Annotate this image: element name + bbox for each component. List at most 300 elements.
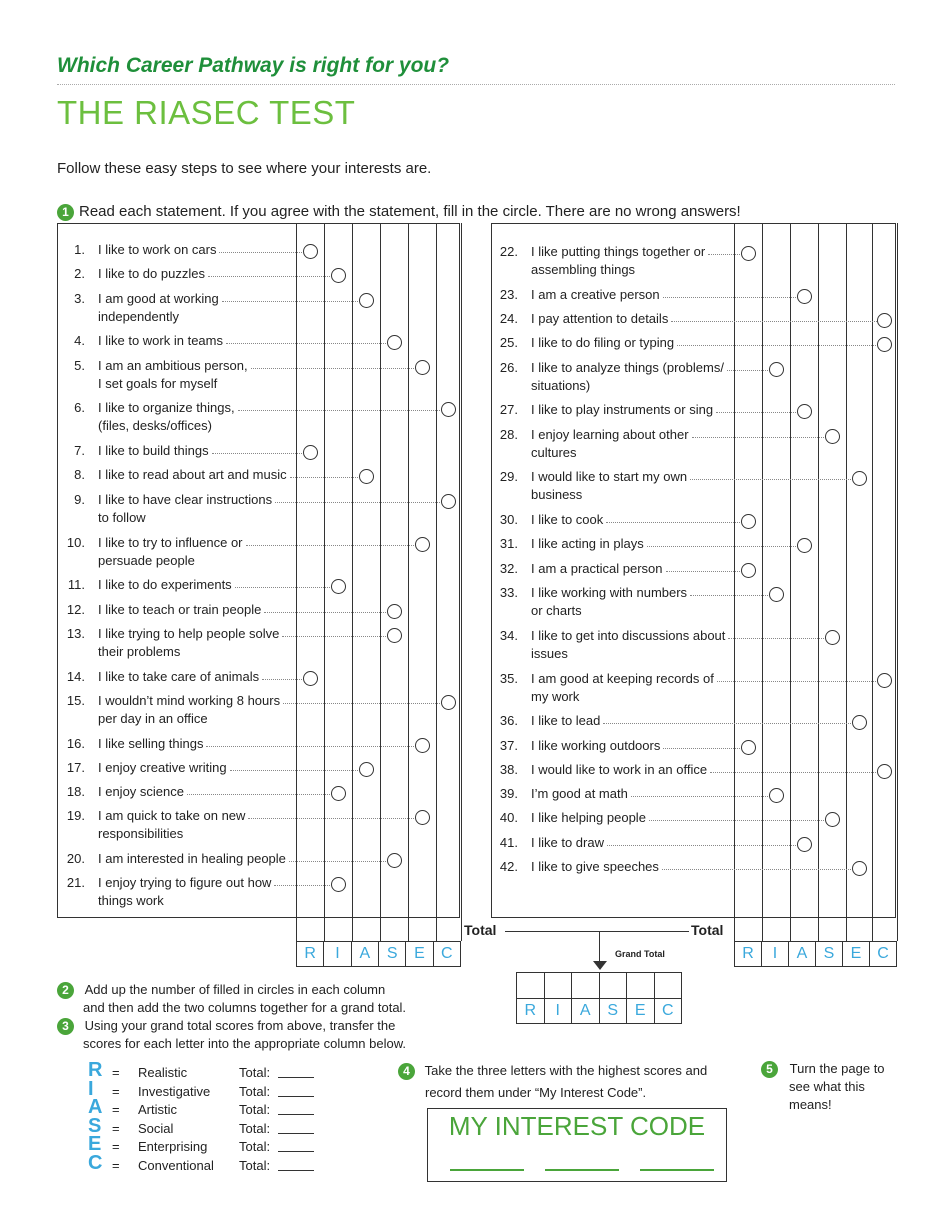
answer-circle[interactable] [797, 404, 812, 419]
statement-item [490, 468, 734, 504]
statement-text: I like to build things [98, 443, 209, 458]
statement-item [57, 399, 296, 435]
answer-circle[interactable] [877, 313, 892, 328]
leader-line [649, 820, 824, 821]
step-1 [57, 203, 741, 221]
legend-total-blank[interactable] [278, 1156, 314, 1171]
statement-text: I would like to work in an office [531, 762, 708, 777]
answer-circle[interactable] [359, 293, 374, 308]
answer-circle[interactable] [331, 268, 346, 283]
leader-line [206, 746, 414, 747]
statement-item [490, 426, 734, 462]
statement-text: I am an ambitious person, [98, 358, 248, 373]
legend-letter: S [88, 1115, 102, 1137]
step-3-line-2: scores for each letter into the appropriate column below. [83, 1036, 407, 1052]
leader-line [290, 477, 358, 478]
letter-cell-e[interactable]: E [405, 942, 432, 966]
statement-item [57, 491, 296, 527]
legend-letter: I [88, 1078, 94, 1100]
grand-total-score-cells [516, 972, 682, 998]
grid-column-line [897, 223, 898, 941]
letter-cell-e[interactable]: E [842, 942, 869, 966]
statement-item [490, 359, 734, 395]
answer-circle[interactable] [825, 630, 840, 645]
leader-line [666, 571, 740, 572]
grand-score-cell[interactable] [544, 973, 572, 998]
leader-line [631, 796, 768, 797]
statement-number: 7. [74, 443, 85, 458]
statement-text: I like working outdoors [531, 738, 661, 753]
legend-total-label: Total: [239, 1102, 271, 1117]
answer-circle[interactable] [741, 514, 756, 529]
answer-circle[interactable] [303, 244, 318, 259]
answer-circle[interactable] [331, 786, 346, 801]
legend-row [88, 1096, 328, 1119]
statement-number: 21. [66, 875, 85, 890]
answer-circle[interactable] [825, 429, 840, 444]
letter-cell-s[interactable]: S [815, 942, 842, 966]
statement-text: I like to take care of animals [98, 669, 260, 684]
letter-cell-c[interactable]: C [433, 942, 460, 966]
statement-item [57, 332, 296, 350]
leader-line [289, 861, 386, 862]
header-divider [57, 84, 895, 85]
grid-column-line [818, 223, 819, 941]
grand-total-label: Grand Total [615, 949, 665, 959]
statement-item [57, 692, 296, 728]
leader-line [671, 321, 876, 322]
total-label-right: Total [691, 922, 724, 938]
letter-cell-c[interactable]: C [869, 942, 896, 966]
letter-cell-s[interactable]: S [599, 999, 627, 1023]
answer-circle[interactable] [331, 579, 346, 594]
statement-text: I am interested in healing people [98, 851, 286, 866]
statement-number: 8. [74, 467, 85, 482]
answer-circle[interactable] [441, 494, 456, 509]
statement-text: I am a creative person [531, 287, 660, 302]
statement-text: my work [531, 689, 580, 704]
grand-score-cell[interactable] [517, 973, 544, 998]
statement-text: I am quick to take on new [98, 808, 246, 823]
letter-cell-c[interactable]: C [654, 999, 682, 1023]
step-2 [57, 981, 406, 1017]
statement-item [490, 858, 734, 876]
step-2-bullet-icon: 2 [57, 982, 74, 999]
statement-item [57, 759, 296, 777]
grand-score-cell[interactable] [626, 973, 654, 998]
legend-equals: = [112, 1121, 120, 1136]
grand-score-cell[interactable] [654, 973, 682, 998]
statement-number: 4. [74, 333, 85, 348]
legend-total-label: Total: [239, 1065, 271, 1080]
statement-text: I like helping people [531, 810, 646, 825]
interest-code-blank-2[interactable] [545, 1169, 619, 1171]
interest-code-box [427, 1108, 727, 1182]
statement-text: things work [98, 893, 164, 908]
statement-number: 30. [499, 512, 518, 527]
statement-text: I wouldn’t mind working 8 hours [98, 693, 281, 708]
leader-line [663, 748, 740, 749]
statement-item [57, 850, 296, 868]
grid-column-line [324, 223, 325, 941]
statement-item [57, 735, 296, 753]
statement-item [490, 737, 734, 755]
statement-item [490, 286, 734, 304]
statement-number: 33. [499, 585, 518, 600]
statement-number: 26. [499, 360, 518, 375]
legend-row [88, 1059, 328, 1082]
statement-item [490, 401, 734, 419]
interest-code-blank-1[interactable] [450, 1169, 524, 1171]
legend-name: Investigative [138, 1084, 211, 1099]
answer-circle[interactable] [797, 289, 812, 304]
statement-item [57, 874, 296, 910]
answer-circle[interactable] [303, 445, 318, 460]
answer-circle[interactable] [741, 246, 756, 261]
statement-number: 29. [499, 469, 518, 484]
legend-name: Enterprising [138, 1139, 208, 1154]
legend-equals: = [112, 1102, 120, 1117]
legend-letter: R [88, 1059, 103, 1081]
grid-column-line [790, 223, 791, 941]
legend-total-blank[interactable] [278, 1063, 314, 1078]
leader-line [226, 343, 386, 344]
statement-item [490, 670, 734, 706]
total-connector-line [505, 931, 689, 932]
leader-line [662, 869, 851, 870]
step-4-bullet-icon: 4 [398, 1063, 415, 1080]
answer-circle[interactable] [877, 673, 892, 688]
legend-letter: A [88, 1096, 103, 1118]
letter-cell-e[interactable]: E [626, 999, 654, 1023]
answer-circle[interactable] [387, 853, 402, 868]
statement-text: independently [98, 309, 179, 324]
step-4 [398, 1060, 707, 1104]
statement-item [57, 534, 296, 570]
letter-cell-s[interactable]: S [378, 942, 405, 966]
statement-item [490, 584, 734, 620]
leader-line [222, 301, 358, 302]
leader-line [708, 254, 740, 255]
grid-column-line [734, 223, 735, 941]
step-2-line-1: Add up the number of filled in circles in each column [84, 982, 386, 997]
statement-item [57, 357, 296, 393]
leader-line [728, 638, 824, 639]
statement-item [490, 535, 734, 553]
statement-number: 20. [66, 851, 85, 866]
legend-equals: = [112, 1065, 120, 1080]
statement-item [57, 290, 296, 326]
statement-text: I like to organize things, [98, 400, 235, 415]
letter-cell-a[interactable]: A [571, 999, 599, 1023]
intro-text: Follow these easy steps to see where your interests are. [57, 160, 432, 177]
legend-total-blank[interactable] [278, 1082, 314, 1097]
letter-cell-r[interactable]: R [304, 945, 316, 962]
statement-text: I like to give speeches [531, 859, 659, 874]
legend-letter: E [88, 1133, 102, 1155]
statement-text: I like to read about art and music [98, 467, 287, 482]
answer-circle[interactable] [877, 764, 892, 779]
answer-circle[interactable] [387, 628, 402, 643]
statement-number: 10. [66, 535, 85, 550]
statement-item [490, 243, 734, 279]
legend-total-label: Total: [239, 1084, 271, 1099]
leader-line [663, 297, 796, 298]
answer-circle[interactable] [441, 695, 456, 710]
statement-item [490, 334, 734, 352]
legend-equals: = [112, 1139, 120, 1154]
page-subtitle: Which Career Pathway is right for you? [57, 54, 450, 77]
statement-text: I like to have clear instructions [98, 492, 273, 507]
answer-circle[interactable] [359, 469, 374, 484]
total-label-left: Total [464, 922, 497, 938]
answer-circle[interactable] [415, 810, 430, 825]
statement-item [57, 576, 296, 594]
statement-item [57, 466, 296, 484]
legend-total-blank[interactable] [278, 1100, 314, 1115]
leader-line [710, 772, 876, 773]
leader-line [275, 502, 440, 503]
statement-item [57, 601, 296, 619]
statement-text: I like to play instruments or sing [531, 402, 714, 417]
grand-total-arrow-stem [599, 931, 600, 961]
leader-line [264, 612, 386, 613]
statement-item [490, 809, 734, 827]
statement-number: 28. [499, 427, 518, 442]
step-2-line-2: and then add the two columns together for a grand total. [83, 1000, 407, 1016]
answer-circle[interactable] [797, 837, 812, 852]
answer-circle[interactable] [741, 740, 756, 755]
statement-text: (files, desks/offices) [98, 418, 212, 433]
statement-item [57, 625, 296, 661]
left-column-totals [296, 941, 461, 967]
legend-name: Artistic [138, 1102, 177, 1117]
legend-row [88, 1133, 328, 1156]
answer-circle[interactable] [769, 362, 784, 377]
statement-text: I would like to start my own [531, 469, 688, 484]
leader-line [262, 679, 302, 680]
statement-text: I like to do puzzles [98, 266, 205, 281]
answer-circle[interactable] [877, 337, 892, 352]
answer-circle[interactable] [303, 671, 318, 686]
grid-column-line [352, 223, 353, 941]
legend-total-label: Total: [239, 1139, 271, 1154]
statement-text: their problems [98, 644, 181, 659]
interest-code-title: MY INTEREST CODE [448, 1111, 706, 1141]
statement-text: I like to get into discussions about [531, 628, 726, 643]
step-5-bullet-icon: 5 [761, 1061, 778, 1078]
page-title: THE RIASEC TEST [57, 94, 356, 131]
statement-number: 3. [74, 291, 85, 306]
statement-item [57, 807, 296, 843]
statement-number: 37. [499, 738, 518, 753]
statement-text: I like to cook [531, 512, 604, 527]
answer-circle[interactable] [852, 861, 867, 876]
legend-total-label: Total: [239, 1158, 271, 1173]
answer-circle[interactable] [797, 538, 812, 553]
letter-cell-r[interactable]: R [742, 945, 754, 962]
statement-number: 5. [74, 358, 85, 373]
legend-equals: = [112, 1084, 120, 1099]
statement-item [490, 712, 734, 730]
grid-column-line [762, 223, 763, 941]
leader-line [248, 818, 414, 819]
grid-column-line [872, 223, 873, 941]
leader-line [607, 845, 796, 846]
leader-line [235, 587, 330, 588]
letter-cell-i[interactable]: I [761, 942, 788, 966]
statement-number: 11. [67, 577, 85, 592]
legend-row [88, 1152, 328, 1175]
grand-score-cell[interactable] [599, 973, 627, 998]
leader-line [727, 370, 768, 371]
statement-text: I enjoy learning about other [531, 427, 689, 442]
statement-text: I like to draw [531, 835, 604, 850]
legend-equals: = [112, 1158, 120, 1173]
statement-text: I like to work in teams [98, 333, 223, 348]
step-5-line-2: see what this [789, 1079, 865, 1095]
statement-number: 6. [74, 400, 85, 415]
letter-cell-a[interactable]: A [351, 942, 378, 966]
answer-circle[interactable] [769, 587, 784, 602]
leader-line [212, 453, 302, 454]
answer-circle[interactable] [825, 812, 840, 827]
statement-text: I like to do filing or typing [531, 335, 675, 350]
letter-cell-i[interactable]: I [544, 999, 572, 1023]
legend-total-blank[interactable] [278, 1137, 314, 1152]
legend-total-blank[interactable] [278, 1119, 314, 1134]
letter-cell-i[interactable]: I [323, 942, 350, 966]
leader-line [717, 681, 877, 682]
leader-line [230, 770, 358, 771]
statement-number: 35. [499, 671, 518, 686]
statement-text: I like working with numbers [531, 585, 688, 600]
step-5 [761, 1060, 885, 1114]
statement-text: responsibilities [98, 826, 184, 841]
leader-line [690, 595, 768, 596]
statement-text: I like trying to help people solve [98, 626, 280, 641]
legend-total-label: Total: [239, 1121, 271, 1136]
leader-line [692, 437, 824, 438]
leader-line [716, 412, 796, 413]
leader-line [647, 546, 796, 547]
step-5-line-1: Turn the page to [789, 1061, 885, 1076]
arrow-down-icon [593, 961, 607, 970]
statement-item [490, 310, 734, 328]
statement-number: 17. [66, 760, 85, 775]
legend-name: Conventional [138, 1158, 214, 1173]
statement-text: I enjoy trying to figure out how [98, 875, 272, 890]
statement-text: or charts [531, 603, 582, 618]
statement-number: 42. [499, 859, 518, 874]
statement-text: I like acting in plays [531, 536, 644, 551]
answer-circle[interactable] [387, 604, 402, 619]
statement-item [490, 511, 734, 529]
grid-column-line [436, 223, 437, 941]
statement-text: I like to do experiments [98, 577, 232, 592]
grid-column-line [380, 223, 381, 941]
answer-circle[interactable] [852, 715, 867, 730]
answer-circle[interactable] [741, 563, 756, 578]
leader-line [606, 522, 740, 523]
statement-item [490, 761, 734, 779]
statement-number: 32. [499, 561, 518, 576]
answer-circle[interactable] [415, 738, 430, 753]
step-1-bullet-icon: 1 [57, 204, 74, 221]
grid-column-line [408, 223, 409, 941]
interest-code-blank-3[interactable] [640, 1169, 714, 1171]
statement-number: 36. [499, 713, 518, 728]
statement-number: 13. [66, 626, 85, 641]
statement-number: 39. [499, 786, 518, 801]
legend-name: Social [138, 1121, 174, 1136]
statement-number: 9. [74, 492, 85, 507]
statement-text: persuade people [98, 553, 195, 568]
legend-letter: C [88, 1152, 103, 1174]
step-4-line-1: Take the three letters with the highest scores and [424, 1063, 708, 1078]
grid-column-line [846, 223, 847, 941]
answer-circle[interactable] [359, 762, 374, 777]
statement-item [490, 785, 734, 803]
statement-text: I set goals for myself [98, 376, 218, 391]
answer-circle[interactable] [415, 360, 430, 375]
legend-row [88, 1115, 328, 1138]
statement-text: per day in an office [98, 711, 208, 726]
leader-line [219, 252, 302, 253]
statement-text: assembling things [531, 262, 636, 277]
statement-number: 40. [499, 810, 518, 825]
statement-text: I’m good at math [531, 786, 628, 801]
statement-number: 24. [499, 311, 518, 326]
answer-circle[interactable] [387, 335, 402, 350]
statement-number: 2. [74, 266, 85, 281]
statement-number: 19. [66, 808, 85, 823]
statement-item [57, 783, 296, 801]
statement-number: 16. [66, 736, 85, 751]
step-1-text: Read each statement. If you agree with the statement, fill in the circle. There are no wrong answers! [79, 203, 741, 220]
statement-text: situations) [531, 378, 591, 393]
answer-circle[interactable] [852, 471, 867, 486]
answer-circle[interactable] [415, 537, 430, 552]
statement-number: 12. [66, 602, 85, 617]
leader-line [282, 636, 386, 637]
answer-circle[interactable] [441, 402, 456, 417]
statement-item [57, 265, 296, 283]
statement-number: 38. [499, 762, 518, 777]
leader-line [187, 794, 330, 795]
step-3-line-1: Using your grand total scores from above, transfer the [84, 1018, 396, 1033]
statement-text: I like to teach or train people [98, 602, 262, 617]
grand-score-cell[interactable] [571, 973, 599, 998]
answer-circle[interactable] [769, 788, 784, 803]
right-column-totals [734, 941, 897, 967]
grid-column-line [296, 223, 297, 941]
statement-text: business [531, 487, 583, 502]
statement-text: I am good at keeping records of [531, 671, 714, 686]
statement-number: 41. [499, 835, 518, 850]
statement-text: I am good at working [98, 291, 219, 306]
statement-text: I like to analyze things (problems/ [531, 360, 724, 375]
leader-line [603, 723, 851, 724]
leader-line [246, 545, 414, 546]
statement-text: I like to try to influence or [98, 535, 243, 550]
letter-cell-a[interactable]: A [788, 942, 815, 966]
letter-cell-r[interactable]: R [524, 1002, 537, 1019]
statement-item [57, 241, 296, 259]
leader-line [690, 479, 851, 480]
statement-item [490, 627, 734, 663]
answer-circle[interactable] [331, 877, 346, 892]
